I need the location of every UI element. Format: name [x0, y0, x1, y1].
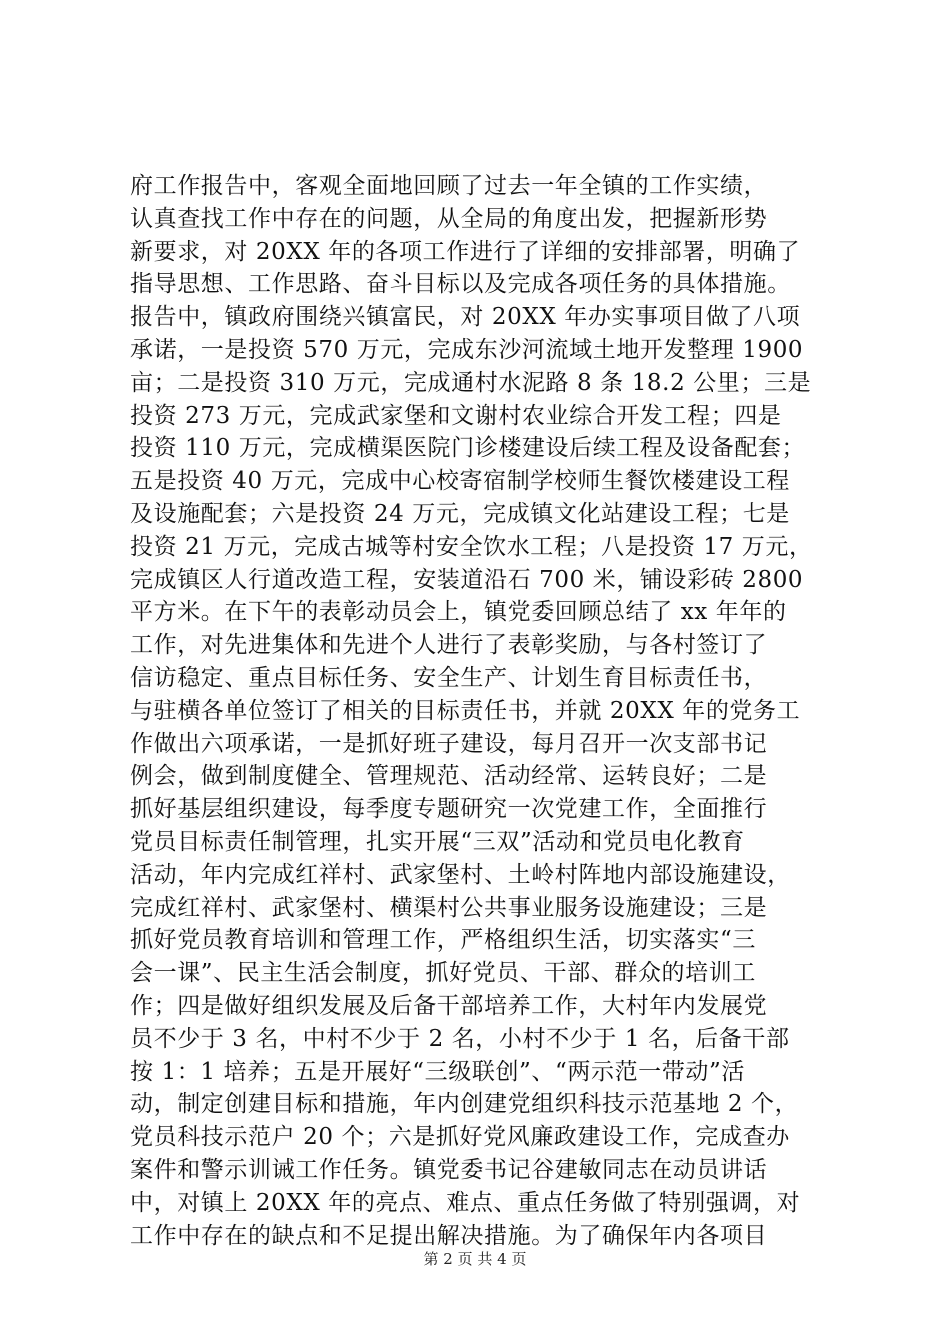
paragraph-line: 按 1：1 培养；五是开展好“三级联创”、“两示范一带动”活	[130, 1058, 745, 1085]
paragraph-line: 党员科技示范户 20 个；六是抓好党风廉政建设工作，完成查办	[130, 1124, 790, 1151]
paragraph-line: 信访稳定、重点目标任务、安全生产、计划生育目标责任书，	[130, 664, 768, 691]
paragraph-line: 投资 273 万元，完成武家堡和文谢村农业综合开发工程；四是	[130, 402, 782, 429]
paragraph-line: 与驻横各单位签订了相关的目标责任书，并就 20XX 年的党务工	[130, 697, 801, 724]
paragraph-line: 工作，对先进集体和先进个人进行了表彰奖励，与各村签订了	[130, 632, 768, 659]
paragraph-line: 投资 110 万元，完成横渠医院门诊楼建设后续工程及设备配套；	[130, 435, 806, 462]
paragraph-line: 认真查找工作中存在的问题，从全局的角度出发，把握新形势	[130, 205, 768, 232]
paragraph-line: 作做出六项承诺，一是抓好班子建设，每月召开一次支部书记	[130, 730, 768, 757]
paragraph-line: 完成镇区人行道改造工程，安装道沿石 700 米，铺设彩砖 2800	[130, 566, 804, 593]
paragraph-line: 抓好基层组织建设，每季度专题研究一次党建工作，全面推行	[130, 796, 768, 823]
paragraph-line: 府工作报告中，客观全面地回顾了过去一年全镇的工作实绩，	[130, 173, 768, 199]
paragraph-line: 中，对镇上 20XX 年的亮点、难点、重点任务做了特别强调，对	[130, 1189, 801, 1216]
paragraph-line: 案件和警示训诫工作任务。镇党委书记谷建敏同志在动员讲话	[130, 1156, 768, 1183]
paragraph-line: 抓好党员教育培训和管理工作，严格组织生活，切实落实“三	[130, 927, 756, 954]
paragraph-line: 党员目标责任制管理，扎实开展“三双”活动和党员电化教育	[130, 828, 745, 855]
paragraph-line: 指导思想、工作思路、奋斗目标以及完成各项任务的具体措施。	[130, 271, 791, 298]
paragraph-line: 例会，做到制度健全、管理规范、活动经常、运转良好；二是	[130, 763, 768, 790]
paragraph-line: 活动，年内完成红祥村、武家堡村、土岭村阵地内部设施建设，	[130, 861, 791, 888]
body-text	[130, 170, 860, 1252]
paragraph-line: 及设施配套；六是投资 24 万元，完成镇文化站建设工程；七是	[130, 500, 790, 527]
paragraph-line: 平方米。在下午的表彰动员会上，镇党委回顾总结了 xx 年年的	[130, 599, 787, 626]
page-number-footer: 第 2 页 共 4 页	[423, 1250, 527, 1268]
paragraph-line: 新要求，对 20XX 年的各项工作进行了详细的安排部署，明确了	[130, 238, 801, 265]
paragraph-line: 亩；二是投资 310 万元，完成通村水泥路 8 条 18.2 公里；三是	[130, 369, 812, 396]
paragraph-line: 五是投资 40 万元，完成中心校寄宿制学校师生餐饮楼建设工程	[130, 468, 790, 495]
paragraph-line: 完成红祥村、武家堡村、横渠村公共事业服务设施建设；三是	[130, 894, 768, 921]
paragraph-line: 承诺，一是投资 570 万元，完成东沙河流域土地开发整理 1900	[130, 336, 804, 363]
paragraph-line: 投资 21 万元，完成古城等村安全饮水工程；八是投资 17 万元，	[130, 533, 813, 560]
paragraph-line: 作；四是做好组织发展及后备干部培养工作，大村年内发展党	[130, 992, 768, 1019]
paragraph-line: 报告中，镇政府围绕兴镇富民，对 20XX 年办实事项目做了八项	[130, 304, 801, 331]
paragraph-line: 会一课”、民主生活会制度，抓好党员、干部、群众的培训工	[130, 960, 756, 987]
paragraph-line: 工作中存在的缺点和不足提出解决措施。为了确保年内各项目	[130, 1222, 768, 1249]
paragraph-line: 动，制定创建目标和措施，年内创建党组织科技示范基地 2 个，	[130, 1091, 799, 1118]
paragraph-line: 员不少于 3 名，中村不少于 2 名，小村不少于 1 名，后备干部	[130, 1025, 790, 1052]
